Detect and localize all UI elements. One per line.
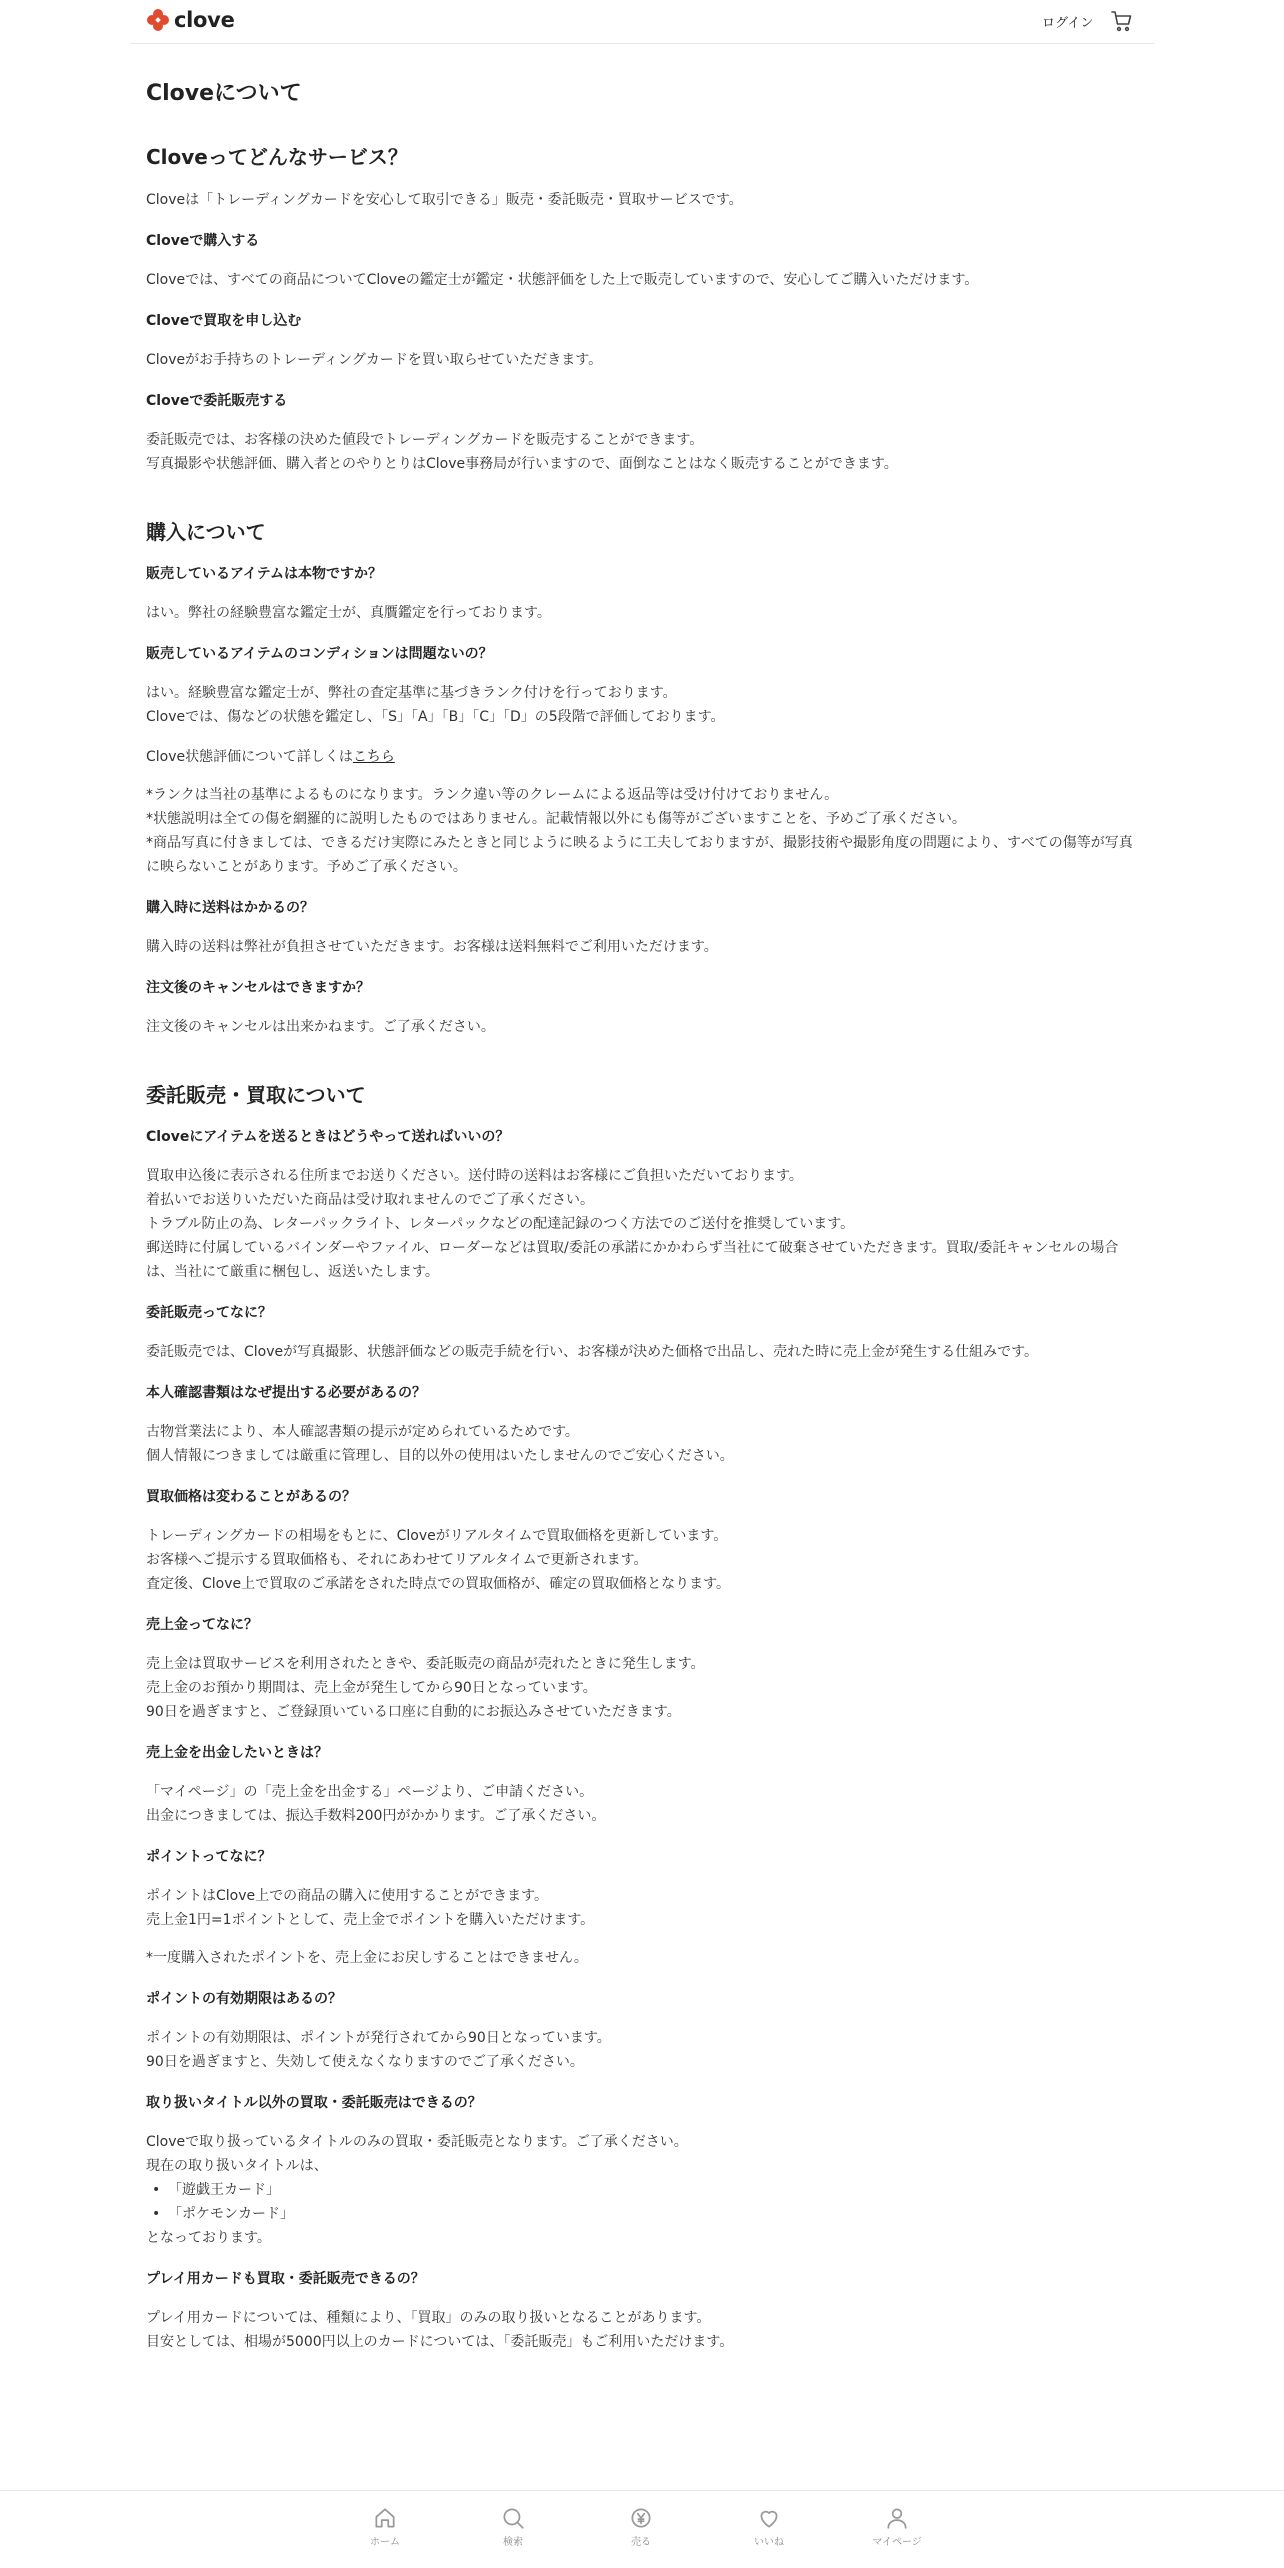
main-content — [146, 76, 1136, 2394]
nav-label: マイページ — [872, 2537, 922, 2548]
answer-line: Cloveがお手持ちのトレーディングカードを買い取らせていただきます。 — [146, 352, 603, 368]
answer-line: 購入時の送料は弊社が負担させていただきます。お客様は送料無料でご利用いただけます。 — [146, 939, 718, 955]
faq-item — [146, 310, 1136, 372]
faq-item — [146, 230, 1136, 292]
answer-line: 委託販売では、Cloveが写真撮影、状態評価などの販売手続を行い、お客様が決めた価格で出品し、売れた時に売上金が発生する仕組みです。 — [146, 1344, 1039, 1360]
nav-item-search[interactable] — [473, 2505, 553, 2548]
answer-line: 90日を過ぎますと、失効して使えなくなりますのでご了承ください。 — [146, 2054, 584, 2070]
answer-line: 買取申込後に表示される住所までお送りください。送付時の送料はお客様にご負担いただいております。 — [146, 1168, 803, 1184]
answer-line: 現在の取り扱いタイトルは、 — [146, 2158, 328, 2174]
faq-section — [146, 141, 1136, 476]
answer-link-line — [146, 745, 1136, 769]
answer-line: 出金につきましては、振込手数料200円がかかります。ご了承ください。 — [146, 1808, 606, 1824]
faq-item — [146, 1614, 1136, 1724]
answer-note: *一度購入されたポイントを、売上金にお戻しすることはできません。 — [146, 1950, 588, 1966]
faq-answer — [146, 2026, 1136, 2074]
logo[interactable] — [146, 8, 235, 32]
faq-answer — [146, 601, 1136, 625]
answer-line: 売上金は買取サービスを利用されたときや、委託販売の商品が売れたときに発生します。 — [146, 1656, 705, 1672]
answer-line: 売上金のお預かり期間は、売上金が発生してから90日となっています。 — [146, 1680, 597, 1696]
faq-question: 本人確認書類はなぜ提出する必要があるの？ — [146, 1385, 426, 1401]
section-title: 購入について — [146, 520, 266, 544]
faq-item — [146, 563, 1136, 625]
answer-line: Cloveで取り扱っているタイトルのみの買取・委託販売となります。ご了承ください。 — [146, 2134, 688, 2150]
answer-line: はい。弊社の経験豊富な鑑定士が、真贋鑑定を行っております。 — [146, 605, 551, 621]
answer-line: 「マイページ」の「売上金を出金する」ページより、ご申請ください。 — [146, 1784, 594, 1800]
section-intro: Cloveは「トレーディングカードを安心して取引できる」販売・委託販売・買取サービスです。 — [146, 192, 743, 208]
faq-answer — [146, 1015, 1136, 1039]
site-header — [130, 0, 1154, 44]
answer-line: 売上金1円=1ポイントとして、売上金でポイントを購入いただけます。 — [146, 1912, 595, 1928]
clove-logo-icon — [146, 8, 170, 32]
cart-icon[interactable] — [1110, 9, 1134, 33]
answer-line: 個人情報につきましては厳重に管理し、目的以外の使用はいたしませんのでご安心ください。 — [146, 1448, 734, 1464]
faq-item — [146, 1486, 1136, 1596]
answer-note: *ランクは当社の基準によるものになります。ランク違い等のクレームによる返品等は受け付けておりません。 — [146, 787, 839, 803]
faq-section — [146, 1079, 1136, 2354]
answer-line: 写真撮影や状態評価、購入者とのやりとりはClove事務局が行いますので、面倒なことはなく販売することができます。 — [146, 456, 898, 472]
faq-question: Cloveで購入する — [146, 233, 260, 249]
answer-note: *商品写真に付きましては、できるだけ実際にみたときと同じように映るように工夫しておりますが、撮影技術や撮影角度の問題により、すべての傷等が写真に映らないことがあります。予めご了承ください。 — [146, 835, 1133, 875]
faq-answer — [146, 1420, 1136, 1468]
faq-answer — [146, 681, 1136, 879]
answer-line: ポイントの有効期限は、ポイントが発行されてから90日となっています。 — [146, 2030, 611, 2046]
faq-item — [146, 1302, 1136, 1364]
answer-line: お客様へご提示する買取価格も、それにあわせてリアルタイムで更新されます。 — [146, 1552, 648, 1568]
title-list-item: • 「ポケモンカード」 — [146, 2202, 1136, 2226]
faq-item — [146, 390, 1136, 476]
faq-question: 売上金ってなに？ — [146, 1617, 258, 1633]
answer-line: 90日を過ぎますと、ご登録頂いている口座に自動的にお振込みさせていただきます。 — [146, 1704, 681, 1720]
answer-line: ポイントはClove上での商品の購入に使用することができます。 — [146, 1888, 549, 1904]
faq-question: 買取価格は変わることがあるの？ — [146, 1489, 356, 1505]
faq-item — [146, 1846, 1136, 1970]
answer-line: 目安としては、相場が5000円以上のカードについては、「委託販売」もご利用いただけます。 — [146, 2334, 734, 2350]
answer-line: トラブル防止の為、レターパックライト、レターパックなどの配達記録のつく方法でのご送付を推奨しています。 — [146, 1216, 855, 1232]
nav-item-sell[interactable] — [601, 2505, 681, 2548]
faq-answer — [146, 348, 1136, 372]
faq-answer — [146, 935, 1136, 959]
answer-line: 着払いでお送りいただいた商品は受け取れませんのでご了承ください。 — [146, 1192, 594, 1208]
nav-item-user[interactable] — [857, 2505, 937, 2548]
answer-line: 郵送時に付属しているバインダーやファイル、ローダーなどは買取/委託の承諾にかかわらず当社にて破棄させていただきます。買取/委託キャンセルの場合は、当社にて厳重に梱包し、返送いたします。 — [146, 1240, 1119, 1280]
faq-answer — [146, 1164, 1136, 1284]
home-icon — [372, 2505, 398, 2531]
faq-question: ポイントってなに？ — [146, 1849, 272, 1865]
answer-line: トレーディングカードの相場をもとに、Cloveがリアルタイムで買取価格を更新しています。 — [146, 1528, 728, 1544]
faq-question: Cloveで買取を申し込む — [146, 313, 302, 329]
faq-answer — [146, 2130, 1136, 2250]
sell-icon — [628, 2505, 654, 2531]
title-list-item: • 「遊戯王カード」 — [146, 2178, 1136, 2202]
page-title: Cloveについて — [146, 81, 302, 106]
nav-label: 検索 — [503, 2537, 523, 2548]
faq-question: プレイ用カードも買取・委託販売できるの？ — [146, 2271, 425, 2287]
bottom-navigation — [0, 2490, 1284, 2568]
link-prefix: Clove状態評価について詳しくは — [146, 749, 353, 765]
user-icon — [884, 2505, 910, 2531]
faq-item — [146, 2268, 1136, 2354]
faq-question: 取り扱いタイトル以外の買取・委託販売はできるの？ — [146, 2095, 482, 2111]
answer-line: Cloveでは、すべての商品についてCloveの鑑定士が鑑定・状態評価をした上で販売していますので、安心してご購入いただけます。 — [146, 272, 979, 288]
search-icon — [500, 2505, 526, 2531]
faq-item — [146, 1382, 1136, 1468]
faq-question: 販売しているアイテムは本物ですか？ — [146, 566, 383, 582]
answer-line: 注文後のキャンセルは出来かねます。ご了承ください。 — [146, 1019, 495, 1035]
faq-item — [146, 897, 1136, 959]
faq-answer — [146, 1524, 1136, 1596]
condition-detail-link[interactable]: こちら — [352, 749, 395, 765]
faq-item — [146, 977, 1136, 1039]
faq-item — [146, 1988, 1136, 2074]
faq-question: 販売しているアイテムのコンディションは問題ないの？ — [146, 646, 493, 662]
faq-answer — [146, 1652, 1136, 1724]
answer-note: *状態説明は全ての傷を網羅的に説明したものではありません。記載情報以外にも傷等がございますことを、予めご了承ください。 — [146, 811, 966, 827]
faq-question: 売上金を出金したいときは？ — [146, 1745, 328, 1761]
faq-item — [146, 2092, 1136, 2250]
faq-answer — [146, 428, 1136, 476]
faq-question: Cloveで委託販売する — [146, 393, 288, 409]
faq-answer — [146, 1340, 1136, 1364]
login-link[interactable]: ログイン — [1042, 16, 1094, 31]
faq-section — [146, 516, 1136, 1039]
faq-question: 購入時に送料はかかるの？ — [146, 900, 314, 916]
answer-line: 委託販売では、お客様の決めた値段でトレーディングカードを販売することができます。 — [146, 432, 704, 448]
answer-notes — [146, 783, 1136, 879]
faq-question: ポイントの有効期限はあるの？ — [146, 1991, 342, 2007]
answer-line: 古物営業法により、本人確認書類の提示が定められているためです。 — [146, 1424, 579, 1440]
answer-line: となっております。 — [146, 2230, 271, 2246]
answer-line: Cloveでは、傷などの状態を鑑定し、「S」「A」「B」「C」「D」の5段階で評価しております。 — [146, 709, 725, 725]
faq-question: Cloveにアイテムを送るときはどうやって送ればいいの？ — [146, 1129, 510, 1145]
faq-answer — [146, 268, 1136, 292]
nav-label: いいね — [754, 2537, 784, 2548]
nav-label: ホーム — [370, 2537, 400, 2548]
faq-item — [146, 643, 1136, 879]
faq-question: 注文後のキャンセルはできますか？ — [146, 980, 370, 996]
answer-line: 査定後、Clove上で買取のご承諾をされた時点での買取価格が、確定の買取価格となります。 — [146, 1576, 731, 1592]
answer-line: プレイ用カードについては、種類により、「買取」のみの取り扱いとなることがあります。 — [146, 2310, 711, 2326]
faq-item — [146, 1742, 1136, 1828]
section-title: Cloveってどんなサービス？ — [146, 145, 408, 169]
nav-label: 売る — [631, 2537, 651, 2548]
title-list — [146, 2178, 1136, 2226]
nav-item-heart[interactable] — [729, 2505, 809, 2548]
section-title: 委託販売・買取について — [146, 1083, 366, 1107]
answer-line: はい。経験豊富な鑑定士が、弊社の査定基準に基づきランク付けを行っております。 — [146, 685, 677, 701]
faq-question: 委託販売ってなに？ — [146, 1305, 272, 1321]
faq-answer — [146, 1780, 1136, 1828]
faq-answer — [146, 1884, 1136, 1970]
answer-notes — [146, 1946, 1136, 1970]
nav-item-home[interactable] — [345, 2505, 425, 2548]
logo-text: clove — [174, 8, 235, 32]
faq-item — [146, 1126, 1136, 1284]
faq-answer — [146, 2306, 1136, 2354]
heart-icon — [756, 2505, 782, 2531]
